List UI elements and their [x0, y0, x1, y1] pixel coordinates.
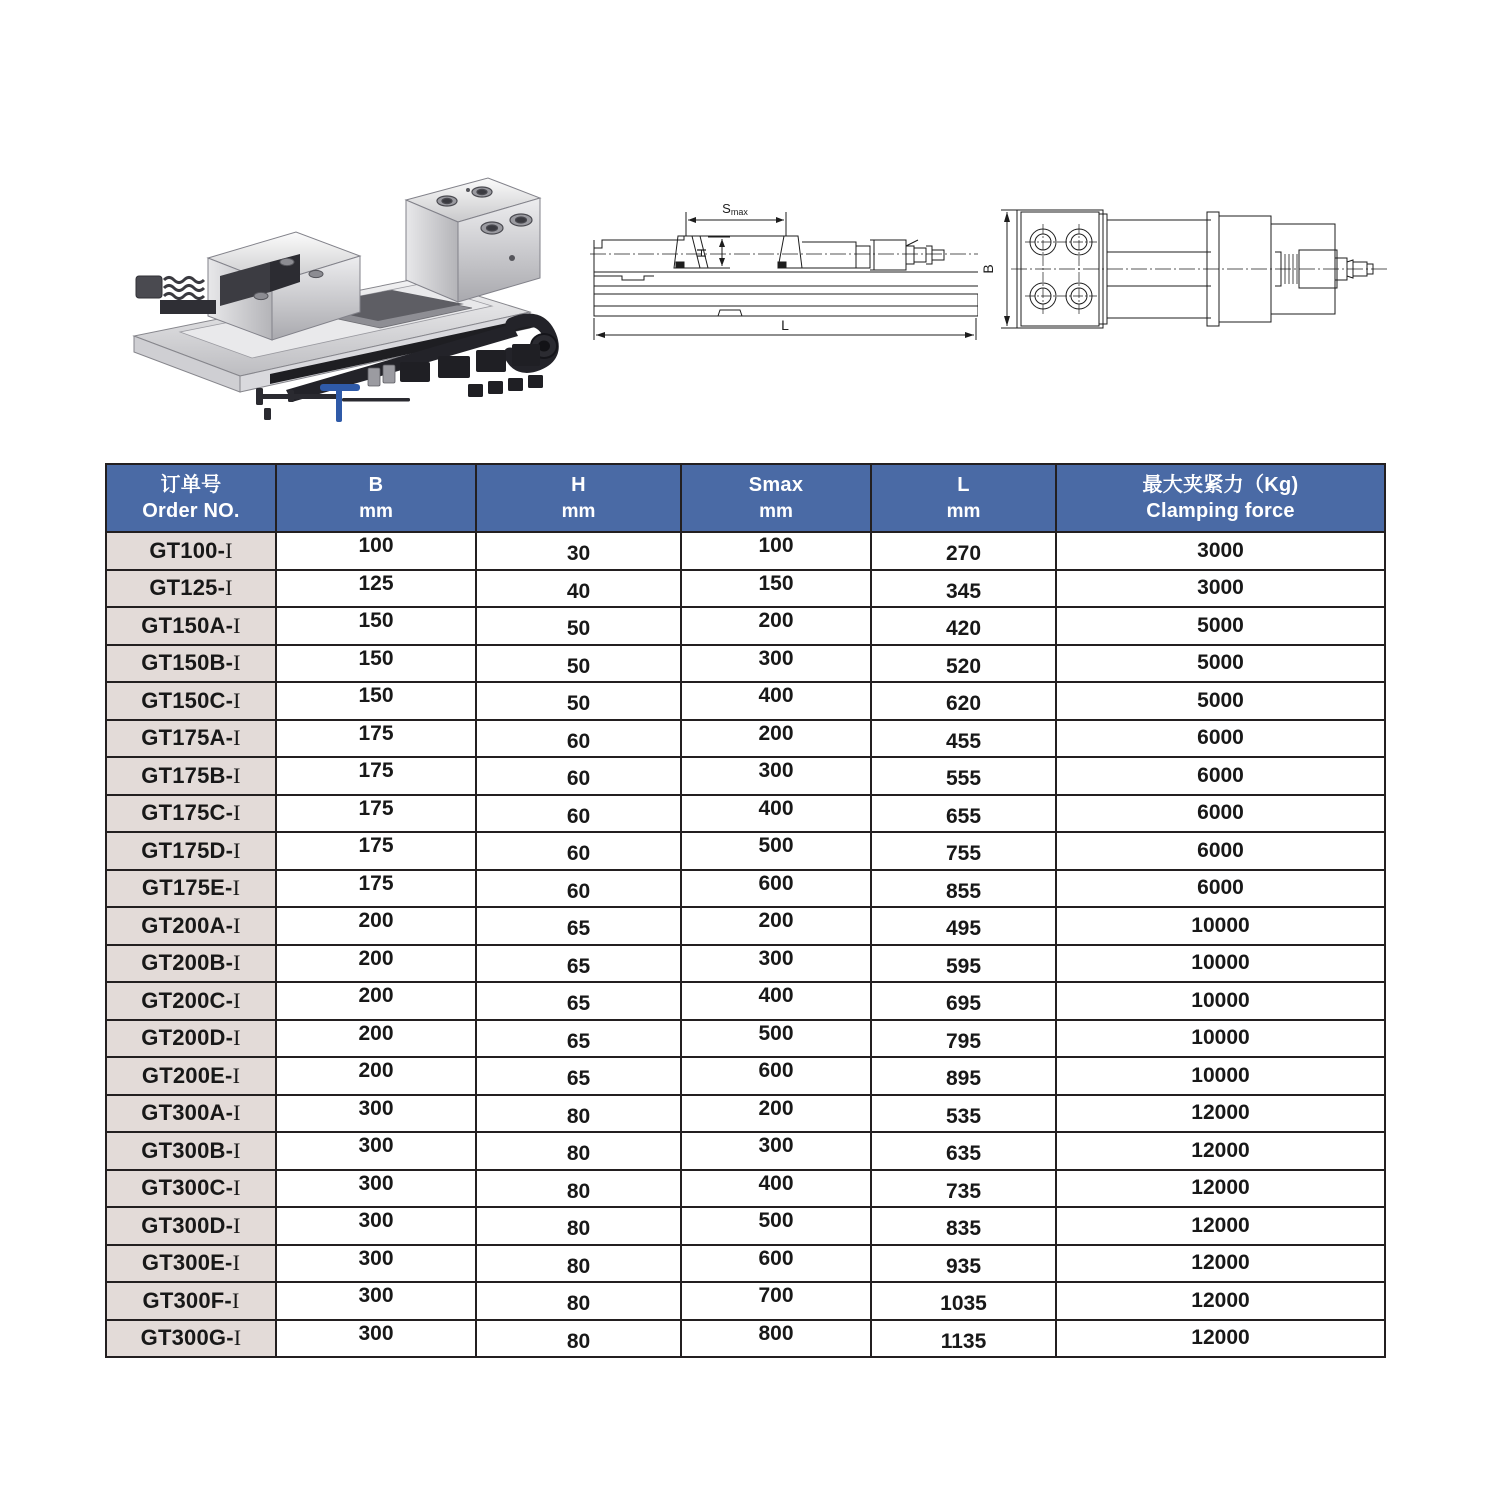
order-code-suffix: I	[233, 762, 241, 788]
specification-table-container	[105, 463, 1384, 1358]
cell-b: 300	[276, 1207, 476, 1245]
cell-smax: 700	[681, 1282, 871, 1320]
cell-smax: 600	[681, 870, 871, 908]
cell-force: 12000	[1056, 1170, 1385, 1208]
cell-order-no	[106, 870, 276, 908]
column-header-b-unit: mm	[359, 500, 393, 522]
cell-order-no	[106, 1245, 276, 1283]
cell-h: 65	[476, 982, 681, 1020]
cell-l: 555	[871, 757, 1056, 795]
column-header-h	[476, 464, 681, 532]
order-code-base: GT300B-	[141, 1137, 234, 1163]
cell-smax: 400	[681, 795, 871, 833]
column-header-b	[276, 464, 476, 532]
order-code-base: GT100-	[149, 537, 226, 563]
order-code-base: GT175B-	[141, 762, 234, 788]
dimension-label-b: B	[980, 264, 996, 274]
cell-smax: 400	[681, 1170, 871, 1208]
cell-smax: 300	[681, 1132, 871, 1170]
cell-b: 150	[276, 645, 476, 683]
cell-force: 12000	[1056, 1320, 1385, 1358]
order-code-suffix: I	[233, 1212, 241, 1238]
cell-smax: 200	[681, 607, 871, 645]
cell-force: 6000	[1056, 795, 1385, 833]
cell-l: 795	[871, 1020, 1056, 1058]
cell-order-no	[106, 757, 276, 795]
order-code-suffix: I	[232, 1250, 241, 1276]
cell-force: 6000	[1056, 757, 1385, 795]
column-header-smax-unit: mm	[759, 500, 793, 522]
order-code-base: GT150C-	[141, 687, 234, 713]
order-code-base: GT300A-	[141, 1100, 234, 1126]
cell-order-no	[106, 720, 276, 758]
table-row	[106, 1170, 1385, 1208]
order-code-suffix: I	[233, 1137, 241, 1163]
order-code-suffix: I	[233, 1100, 241, 1126]
cell-h: 60	[476, 795, 681, 833]
column-header-h-symbol: H	[571, 474, 586, 497]
cell-h: 65	[476, 1020, 681, 1058]
cell-order-no	[106, 1207, 276, 1245]
cell-l: 935	[871, 1245, 1056, 1283]
table-row	[106, 870, 1385, 908]
table-row	[106, 570, 1385, 608]
order-code-suffix: I	[233, 912, 241, 938]
cell-l: 535	[871, 1095, 1056, 1133]
cell-h: 80	[476, 1132, 681, 1170]
cell-h: 80	[476, 1320, 681, 1358]
table-header	[106, 464, 1385, 532]
cell-order-no	[106, 832, 276, 870]
table-row	[106, 1245, 1385, 1283]
cell-b: 100	[276, 532, 476, 570]
cell-smax: 500	[681, 1020, 871, 1058]
order-code-base: GT200B-	[141, 950, 234, 976]
order-code-base: GT300G-	[140, 1325, 234, 1351]
table-row	[106, 1020, 1385, 1058]
order-code-base: GT300C-	[141, 1175, 234, 1201]
cell-force: 10000	[1056, 907, 1385, 945]
cell-h: 60	[476, 832, 681, 870]
cell-order-no	[106, 570, 276, 608]
cell-h: 50	[476, 682, 681, 720]
cell-force: 12000	[1056, 1282, 1385, 1320]
order-code-base: GT125-	[149, 575, 226, 601]
order-code-suffix: I	[233, 725, 241, 751]
cell-order-no	[106, 1057, 276, 1095]
cell-force: 3000	[1056, 570, 1385, 608]
cell-smax: 600	[681, 1245, 871, 1283]
column-header-order	[106, 464, 276, 532]
dimension-label-h: H	[694, 248, 709, 258]
cell-h: 50	[476, 607, 681, 645]
order-code-suffix: I	[233, 1175, 241, 1201]
cell-l: 420	[871, 607, 1056, 645]
cell-force: 12000	[1056, 1245, 1385, 1283]
order-code-base: GT300E-	[141, 1250, 233, 1276]
side-elevation-drawing	[588, 190, 978, 355]
cell-l: 735	[871, 1170, 1056, 1208]
cell-smax: 400	[681, 982, 871, 1020]
cell-order-no	[106, 607, 276, 645]
cell-b: 150	[276, 682, 476, 720]
cell-force: 12000	[1056, 1095, 1385, 1133]
order-code-suffix: I	[231, 1287, 240, 1313]
cell-b: 300	[276, 1132, 476, 1170]
cell-l: 1035	[871, 1282, 1056, 1320]
table-row	[106, 607, 1385, 645]
cell-force: 10000	[1056, 1057, 1385, 1095]
cell-smax: 500	[681, 1207, 871, 1245]
order-code-suffix: I	[233, 837, 241, 863]
cell-order-no	[106, 795, 276, 833]
order-code-base: GT300D-	[141, 1212, 234, 1238]
cell-b: 200	[276, 907, 476, 945]
order-code-base: GT175D-	[141, 837, 234, 863]
cell-force: 10000	[1056, 982, 1385, 1020]
cell-smax: 500	[681, 832, 871, 870]
table-row	[106, 532, 1385, 570]
order-code-suffix: I	[233, 1325, 242, 1351]
column-header-h-unit: mm	[561, 500, 596, 522]
cell-b: 300	[276, 1170, 476, 1208]
table-row	[106, 1057, 1385, 1095]
table-header-row	[106, 464, 1385, 532]
cell-h: 65	[476, 907, 681, 945]
table-row	[106, 795, 1385, 833]
cell-b: 200	[276, 982, 476, 1020]
order-code-base: GT175A-	[141, 725, 234, 751]
cell-order-no	[106, 1095, 276, 1133]
figure-strip	[0, 0, 1503, 440]
order-code-base: GT175C-	[141, 800, 234, 826]
column-header-force-en: Clamping force	[1146, 500, 1295, 522]
order-code-suffix: I	[233, 612, 241, 638]
cell-b: 300	[276, 1320, 476, 1358]
order-code-base: GT150B-	[141, 650, 234, 676]
cell-force: 6000	[1056, 720, 1385, 758]
specification-table	[105, 463, 1386, 1358]
cell-b: 150	[276, 607, 476, 645]
cell-b: 300	[276, 1245, 476, 1283]
column-header-l-symbol: L	[957, 474, 970, 497]
cell-h: 80	[476, 1095, 681, 1133]
cell-smax: 150	[681, 570, 871, 608]
order-code-suffix: I	[225, 537, 233, 563]
cell-b: 300	[276, 1095, 476, 1133]
table-row	[106, 1132, 1385, 1170]
cell-l: 755	[871, 832, 1056, 870]
order-code-suffix: I	[233, 800, 241, 826]
cell-l: 695	[871, 982, 1056, 1020]
cell-smax: 800	[681, 1320, 871, 1358]
cell-l: 855	[871, 870, 1056, 908]
cell-force: 5000	[1056, 682, 1385, 720]
cell-smax: 200	[681, 907, 871, 945]
cell-smax: 300	[681, 757, 871, 795]
table-row	[106, 945, 1385, 983]
table-row	[106, 1282, 1385, 1320]
column-header-smax	[681, 464, 871, 532]
table-row	[106, 720, 1385, 758]
cell-force: 3000	[1056, 532, 1385, 570]
table-row	[106, 682, 1385, 720]
cell-l: 345	[871, 570, 1056, 608]
order-code-base: GT200D-	[141, 1025, 234, 1051]
cell-h: 65	[476, 1057, 681, 1095]
cell-order-no	[106, 1170, 276, 1208]
cell-order-no	[106, 682, 276, 720]
order-code-suffix: I	[233, 687, 241, 713]
cell-l: 270	[871, 532, 1056, 570]
cell-order-no	[106, 1320, 276, 1358]
column-header-order-en: Order NO.	[142, 500, 240, 522]
table-row	[106, 1207, 1385, 1245]
cell-force: 6000	[1056, 870, 1385, 908]
cell-force: 6000	[1056, 832, 1385, 870]
cell-l: 1135	[871, 1320, 1056, 1358]
order-code-base: GT200A-	[141, 912, 234, 938]
cell-l: 620	[871, 682, 1056, 720]
order-code-base: GT200C-	[141, 987, 234, 1013]
column-header-l-unit: mm	[946, 500, 981, 522]
column-header-b-symbol: B	[368, 474, 384, 497]
cell-force: 5000	[1056, 645, 1385, 683]
cell-smax: 300	[681, 945, 871, 983]
cell-l: 895	[871, 1057, 1056, 1095]
cell-b: 175	[276, 757, 476, 795]
cell-b: 125	[276, 570, 476, 608]
cell-order-no	[106, 945, 276, 983]
cell-smax: 200	[681, 1095, 871, 1133]
cell-order-no	[106, 532, 276, 570]
cell-l: 455	[871, 720, 1056, 758]
order-code-suffix: I	[233, 950, 241, 976]
cell-b: 175	[276, 832, 476, 870]
cell-h: 50	[476, 645, 681, 683]
cell-order-no	[106, 1020, 276, 1058]
cell-force: 12000	[1056, 1207, 1385, 1245]
cell-h: 60	[476, 720, 681, 758]
column-header-order-cn: 订单号	[160, 473, 222, 496]
table-row	[106, 1320, 1385, 1358]
dimension-label-l: L	[781, 317, 789, 333]
table-row	[106, 832, 1385, 870]
cell-order-no	[106, 1282, 276, 1320]
cell-order-no	[106, 645, 276, 683]
cell-order-no	[106, 1132, 276, 1170]
order-code-suffix: I	[225, 575, 233, 601]
order-code-base: GT175E-	[141, 875, 233, 901]
table-body	[106, 532, 1385, 1357]
cell-l: 655	[871, 795, 1056, 833]
cell-force: 12000	[1056, 1132, 1385, 1170]
table-row	[106, 1095, 1385, 1133]
cell-l: 635	[871, 1132, 1056, 1170]
cell-l: 835	[871, 1207, 1056, 1245]
order-code-base: GT200E-	[141, 1062, 233, 1088]
cell-h: 60	[476, 870, 681, 908]
table-row	[106, 645, 1385, 683]
table-row	[106, 757, 1385, 795]
column-header-smax-symbol: Smax	[748, 474, 804, 497]
cell-b: 200	[276, 1057, 476, 1095]
table-row	[106, 982, 1385, 1020]
cell-b: 200	[276, 1020, 476, 1058]
cell-h: 80	[476, 1282, 681, 1320]
cell-h: 80	[476, 1245, 681, 1283]
cell-b: 175	[276, 870, 476, 908]
cell-h: 80	[476, 1207, 681, 1245]
cell-force: 10000	[1056, 1020, 1385, 1058]
order-code-suffix: I	[233, 987, 241, 1013]
order-code-base: GT150A-	[141, 612, 234, 638]
order-code-base: GT300F-	[142, 1287, 232, 1313]
column-header-force-cn: 最大夹紧力（Kg)	[1142, 473, 1299, 496]
order-code-suffix: I	[232, 875, 241, 901]
top-plan-drawing	[975, 190, 1390, 350]
cell-smax: 100	[681, 532, 871, 570]
cell-force: 10000	[1056, 945, 1385, 983]
product-photo	[120, 140, 570, 425]
cell-b: 175	[276, 795, 476, 833]
column-header-clamping-force	[1056, 464, 1385, 532]
cell-smax: 200	[681, 720, 871, 758]
cell-h: 30	[476, 532, 681, 570]
cell-order-no	[106, 982, 276, 1020]
order-code-suffix: I	[232, 1062, 241, 1088]
cell-smax: 600	[681, 1057, 871, 1095]
cell-b: 200	[276, 945, 476, 983]
cell-h: 65	[476, 945, 681, 983]
cell-l: 495	[871, 907, 1056, 945]
cell-order-no	[106, 907, 276, 945]
cell-l: 595	[871, 945, 1056, 983]
cell-b: 300	[276, 1282, 476, 1320]
cell-force: 5000	[1056, 607, 1385, 645]
table-row	[106, 907, 1385, 945]
cell-b: 175	[276, 720, 476, 758]
cell-h: 60	[476, 757, 681, 795]
cell-smax: 300	[681, 645, 871, 683]
cell-h: 40	[476, 570, 681, 608]
dimension-label-smax: Smax	[722, 201, 748, 217]
cell-h: 80	[476, 1170, 681, 1208]
order-code-suffix: I	[233, 650, 241, 676]
order-code-suffix: I	[233, 1025, 241, 1051]
cell-smax: 400	[681, 682, 871, 720]
cell-l: 520	[871, 645, 1056, 683]
column-header-l	[871, 464, 1056, 532]
